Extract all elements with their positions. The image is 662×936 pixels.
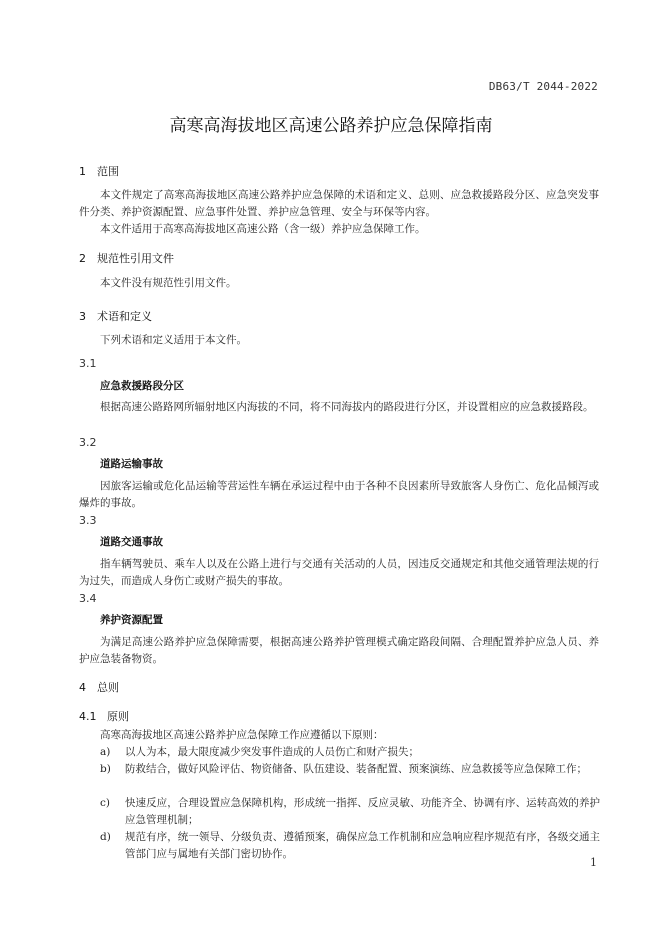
section-number: 4 (79, 681, 86, 694)
term-definition: 因旅客运输或危化品运输等营运性车辆在承运过程中由于各种不良因素所导致旅客人身伤亡、危化品倾泻或爆炸的事故。 (79, 480, 599, 509)
page-number: 1 (590, 856, 597, 869)
section-1-paragraph-2: 本文件适用于高寒高海拔地区高速公路（含一级）养护应急保障工作。 (100, 223, 426, 235)
list-item-text: 规范有序，统一领导、分级负责、遵循预案，确保应急工作机制和应急响应程序规范有序，各级交通主管部门应与属地有关部门密切协作。 (125, 831, 600, 860)
section-number: 2 (79, 252, 86, 265)
list-item (100, 795, 600, 829)
section-number: 3 (79, 310, 86, 323)
term-number: 3.3 (79, 514, 97, 527)
list-marker: b) (100, 763, 111, 775)
list-marker: a) (100, 746, 111, 758)
section-title: 范围 (97, 165, 119, 178)
document-title: 高寒高海拔地区高速公路养护应急保障指南 (169, 116, 493, 136)
term-title: 养护资源配置 (100, 614, 163, 626)
section-4-heading (79, 679, 119, 695)
section-2-heading (79, 250, 174, 266)
list-marker: c) (100, 797, 110, 809)
term-definition: 根据高速公路路网所辐射地区内海拔的不同，将不同海拔内的路段进行分区，并设置相应的应急救援路段。 (100, 401, 594, 413)
subsection-4-1-heading (79, 708, 129, 724)
term-title: 应急救援路段分区 (100, 380, 184, 392)
list-item-text: 以人为本，最大限度减少突发事件造成的人员伤亡和财产损失； (125, 746, 419, 758)
section-3-heading (79, 308, 152, 324)
section-4-intro: 高寒高海拔地区高速公路养护应急保障工作应遵循以下原则： (100, 729, 384, 741)
term-number: 3.1 (79, 357, 97, 370)
section-title: 规范性引用文件 (97, 252, 174, 265)
term-number: 3.2 (79, 436, 97, 449)
section-title: 术语和定义 (97, 310, 152, 323)
section-1-heading (79, 163, 119, 179)
term-title: 道路运输事故 (100, 458, 163, 470)
section-number: 1 (79, 165, 86, 178)
list-item (100, 744, 600, 761)
term-title: 道路交通事故 (100, 536, 163, 548)
term-definition: 指车辆驾驶员、乘车人以及在公路上进行与交通有关活动的人员，因违反交通规定和其他交通管理法规的行为过失，而造成人身伤亡或财产损失的事故。 (79, 558, 599, 587)
section-title: 总则 (97, 681, 119, 694)
term-number: 3.4 (79, 592, 97, 605)
list-item-text: 防救结合，做好风险评估、物资储备、队伍建设、装备配置、预案演练、应急救援等应急保障工作； (125, 763, 587, 775)
list-item (100, 761, 600, 778)
list-item-text: 快速反应，合理设置应急保障机构，形成统一指挥、反应灵敏、功能齐全、协调有序、运转高效的养护应急管理机制； (125, 797, 600, 826)
list-marker: d) (100, 831, 111, 843)
subsection-title: 原则 (107, 710, 129, 723)
section-1-paragraph-1: 本文件规定了高寒高海拔地区高速公路养护应急保障的术语和定义、总则、应急救援路段分区、应急突发事件分类、养护资源配置、应急事件处置、养护应急管理、安全与环保等内容。 (79, 189, 599, 218)
subsection-number: 4.1 (79, 710, 97, 723)
term-definition: 为满足高速公路养护应急保障需要，根据高速公路养护管理模式确定路段间隔、合理配置养护应急人员、养护应急装备物资。 (79, 636, 599, 665)
document-number: DB63/T 2044-2022 (488, 80, 598, 93)
section-2-paragraph: 本文件没有规范性引用文件。 (100, 277, 237, 289)
list-item (100, 829, 600, 863)
section-3-paragraph: 下列术语和定义适用于本文件。 (100, 334, 247, 346)
